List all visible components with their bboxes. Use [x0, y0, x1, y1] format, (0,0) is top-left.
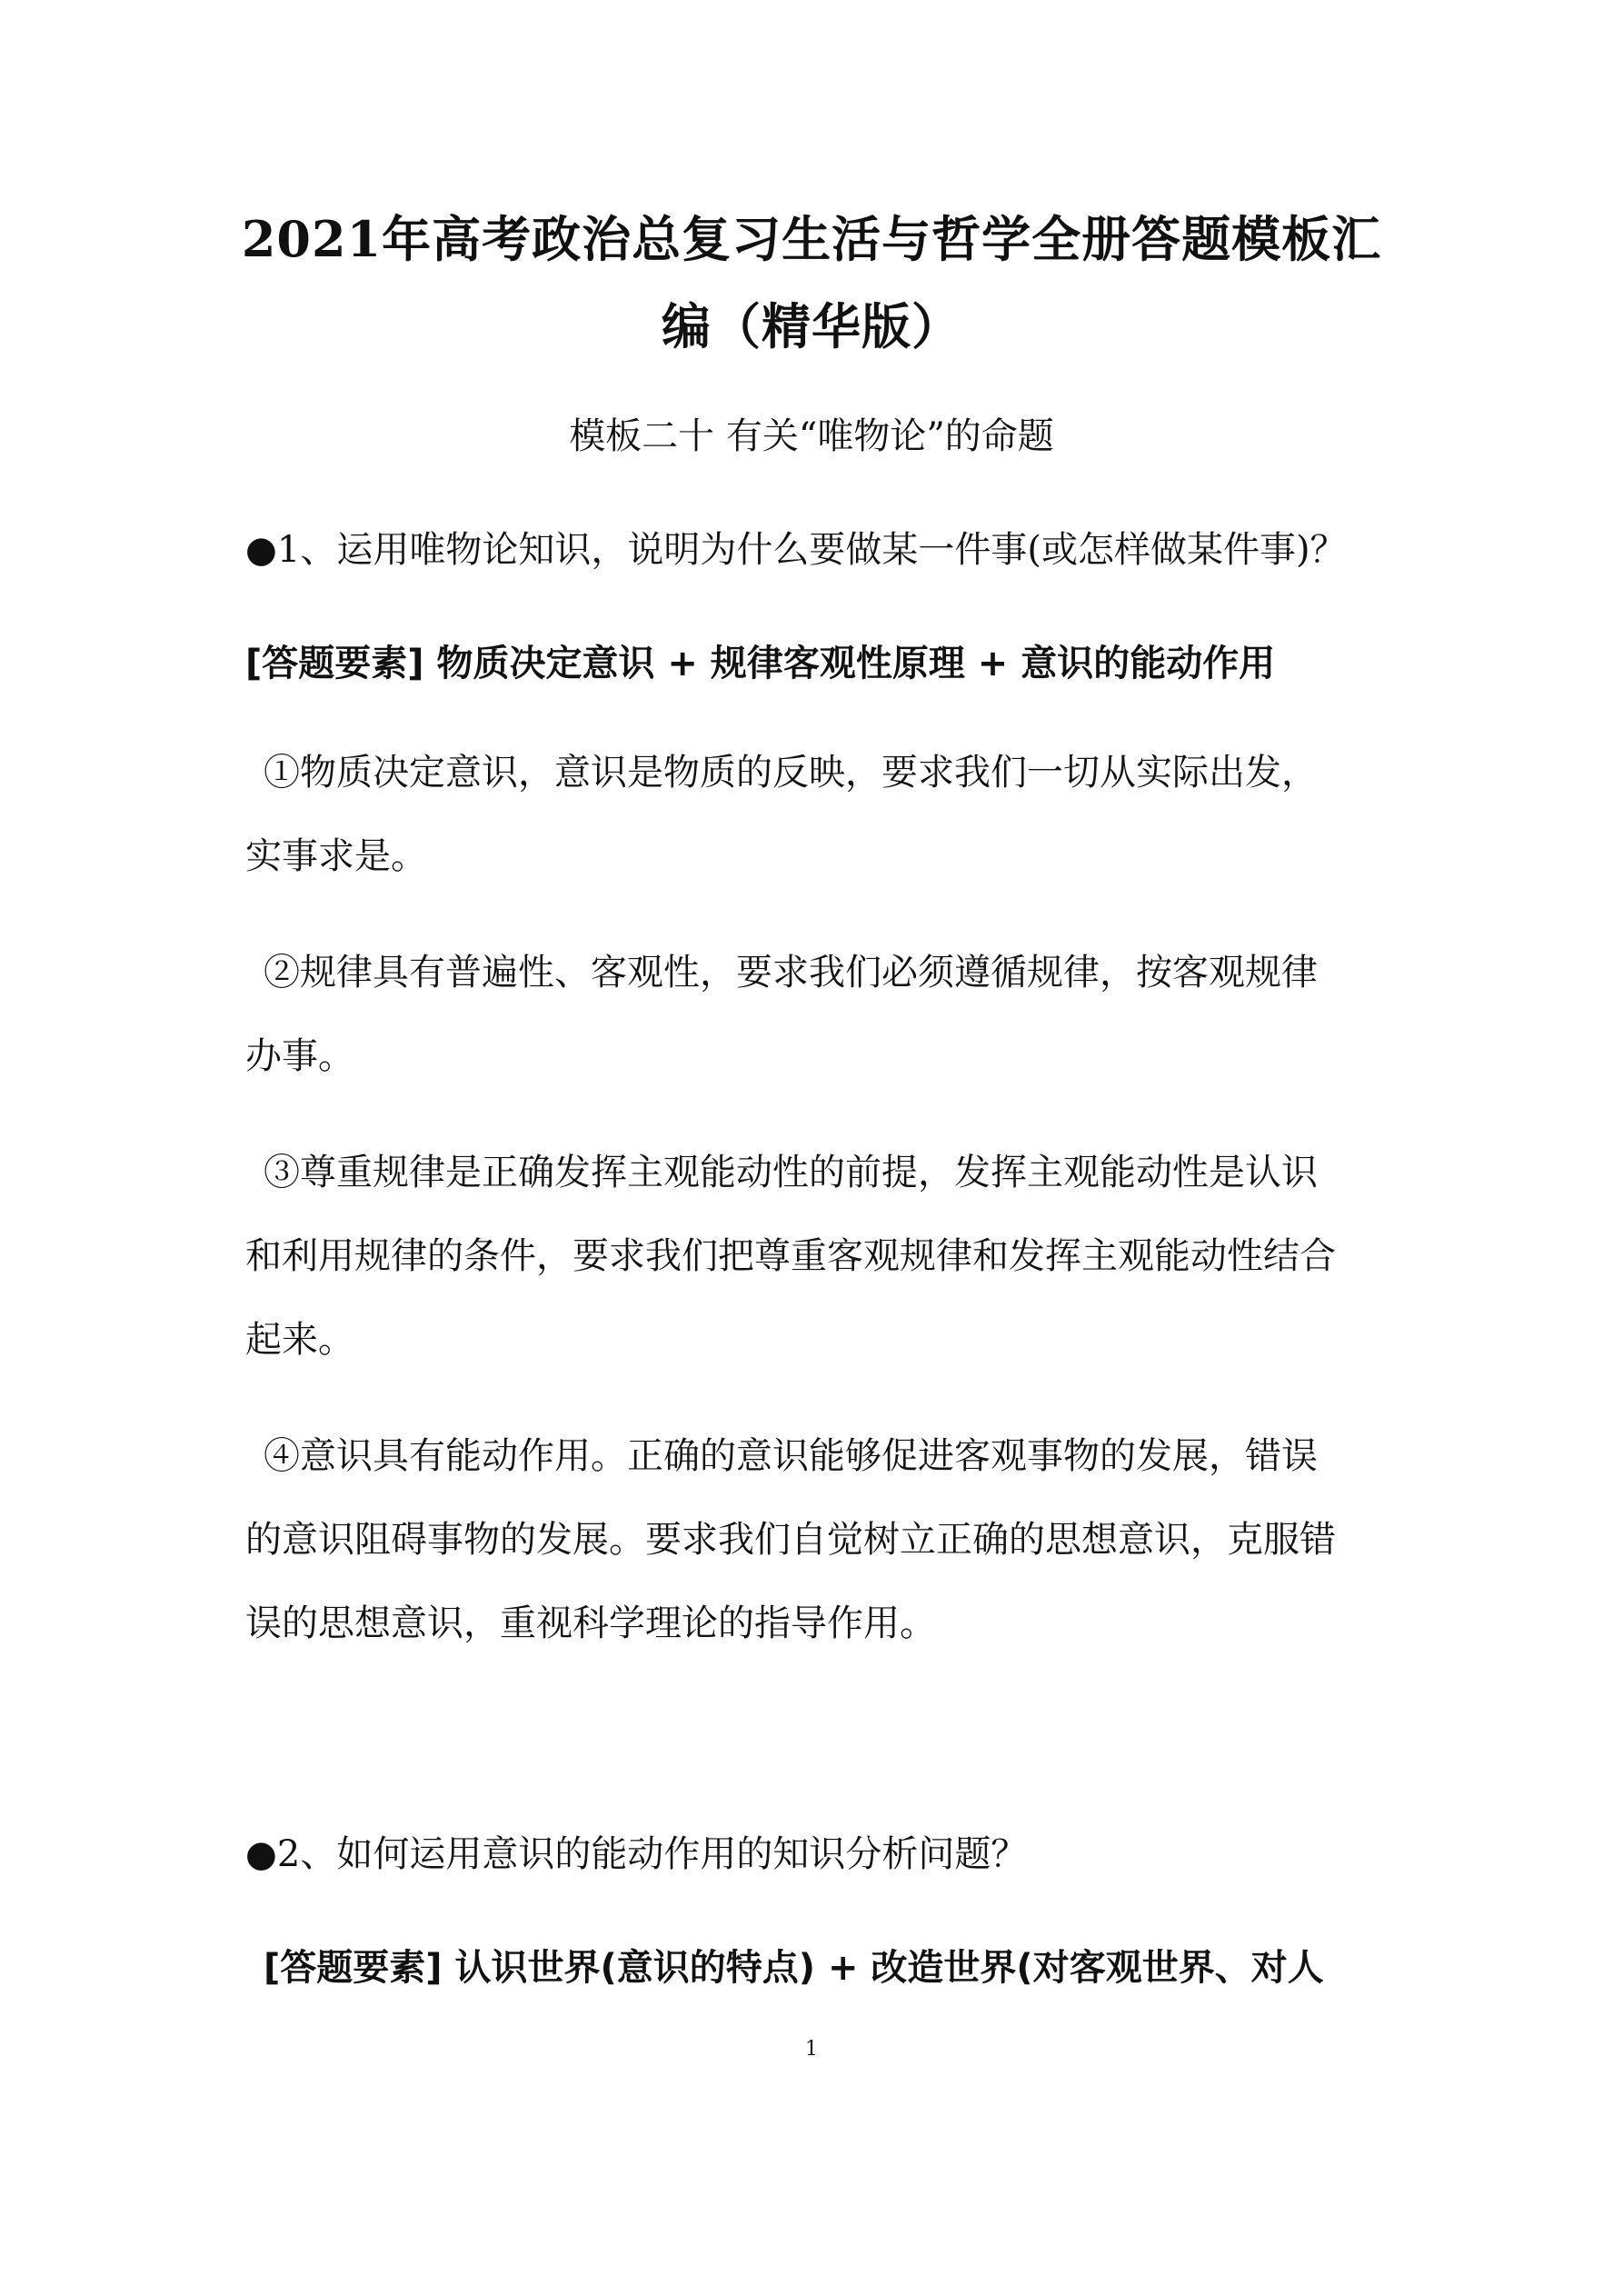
paragraph-1-line-2: 实事求是。 [245, 835, 427, 877]
question-2-answer-elements: [答题要素] 认识世界(意识的特点) + 改造世界(对客观世界、对人 [264, 1947, 1324, 1989]
paragraph-4-line-3: 误的思想意识，重视科学理论的指导作用。 [245, 1602, 936, 1644]
paragraph-3-line-1: ③尊重规律是正确发挥主观能动性的前提，发挥主观能动性是认识 [264, 1152, 1318, 1193]
paragraph-3-line-2: 和利用规律的条件，要求我们把尊重客观规律和发挥主观能动性结合 [245, 1235, 1336, 1277]
question-1: ●1、运用唯物论知识，说明为什么要做某一件事(或怎样做某件事)？ [245, 529, 1347, 571]
title-line-1: 2021年高考政治总复习生活与哲学全册答题模板汇 [241, 210, 1382, 268]
paragraph-2-line-2: 办事。 [245, 1035, 354, 1077]
paragraph-4-line-1: ④意识具有能动作用。正确的意识能够促进客观事物的发展，错误 [264, 1435, 1318, 1477]
question-2: ●2、如何运用意识的能动作用的知识分析问题？ [245, 1833, 1028, 1875]
section-subtitle: 模板二十 有关“唯物论”的命题 [569, 415, 1054, 457]
paragraph-2-line-1: ②规律具有普遍性、客观性，要求我们必须遵循规律，按客观规律 [264, 952, 1318, 993]
paragraph-4-line-2: 的意识阻碍事物的发展。要求我们自觉树立正确的思想意识，克服错 [245, 1519, 1336, 1561]
question-1-answer-elements: [答题要素] 物质决定意识 + 规律客观性原理 + 意识的能动作用 [245, 643, 1276, 684]
paragraph-1-line-1: ①物质决定意识，意识是物质的反映，要求我们一切从实际出发， [264, 752, 1318, 794]
title-line-2: 编（精华版） [662, 297, 961, 355]
document-title [218, 195, 1405, 370]
page-number: 1 [805, 2038, 818, 2061]
paragraph-3-line-3: 起来。 [245, 1319, 354, 1361]
